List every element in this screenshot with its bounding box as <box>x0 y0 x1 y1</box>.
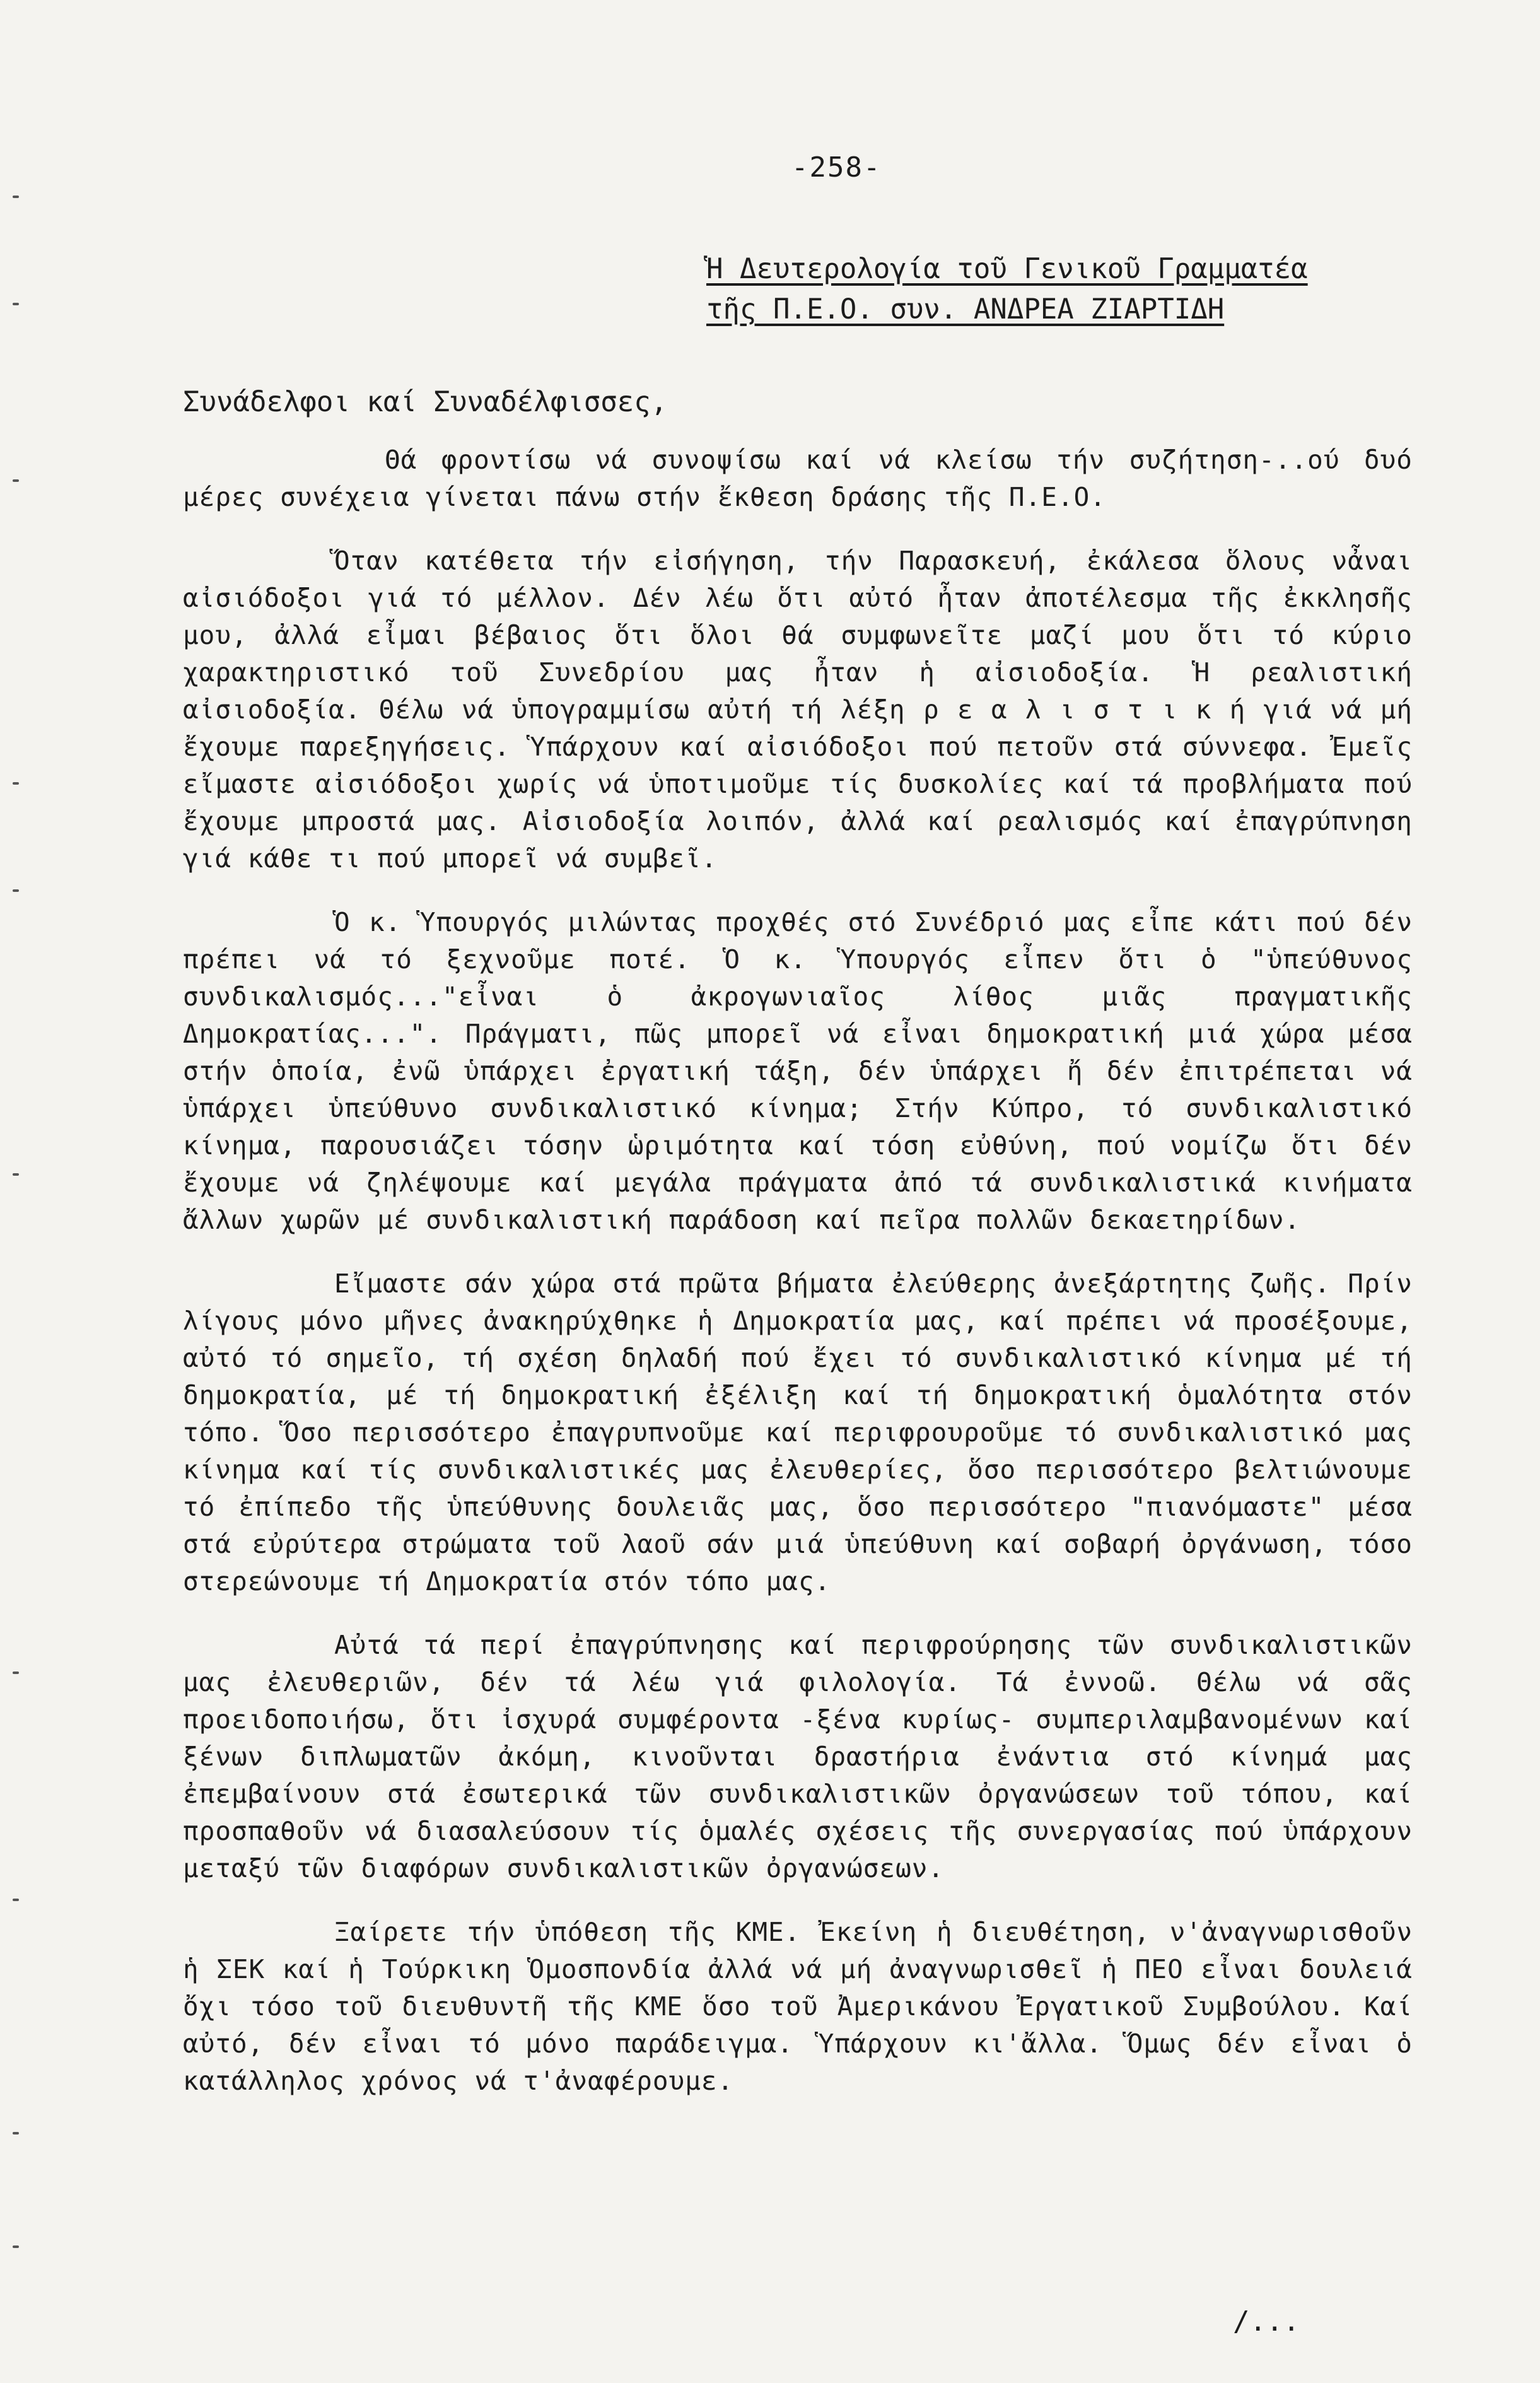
margin-mark <box>13 479 19 482</box>
margin-mark <box>13 1672 19 1674</box>
body-text <box>183 442 1413 2126</box>
paragraph: Αὐτά τά περί ἐπαγρύπνησης καί περιφρούρησης τῶν συνδικαλιστικῶν μας ἐλευθεριῶν, δέν τά λέω γιά φιλολογία. Τά ἐννοῶ. Θέλω νά σᾶς προειδοποιήσω, ὅτι ἰσχυρά συμφέροντα -ξένα κυρίως- συμπεριλαμβανομένων καί ξένων διπλωματῶν ἀκόμη, κινοῦνται δραστήρια ἐνάντια στό κίνημά μας ἐπεμβαίνουν στά ἐσωτερικά τῶν συνδικαλιστικῶν ὀργανώσεων τοῦ τόπου, καί προσπαθοῦν νά διασαλεύσουν τίς ὁμαλές σχέσεις τῆς συνεργασίας πού ὑπάρχουν μεταξύ τῶν διαφόρων συνδικαλιστικῶν ὀργανώσεων. <box>183 1630 1413 1883</box>
margin-mark <box>13 889 19 892</box>
margin-mark <box>13 2245 19 2248</box>
margin-mark <box>13 196 19 198</box>
margin-mark <box>13 1173 19 1176</box>
salutation: Συνάδελφοι καί Συναδέλφισσες, <box>183 386 668 418</box>
margin-mark <box>13 303 19 305</box>
paragraph: Θά φροντίσω νά συνοψίσω καί νά κλείσω τήν συζήτηση-..ού δυό μέρες συνέχεια γίνεται πάνω στήν ἔκθεση δράσης τῆς Π.Ε.Ο. <box>183 445 1413 512</box>
title-line-1: Ἡ Δευτερολογία τοῦ Γενικοῦ Γραμματέα <box>706 253 1308 285</box>
continuation-mark: /... <box>1233 2305 1300 2338</box>
paragraph: Ὁ κ. Ὑπουργός μιλώντας προχθές στό Συνέδριό μας εἶπε κάτι πού δέν πρέπει νά τό ξεχνοῦμε ποτέ. Ὁ κ. Ὑπουργός εἶπεν ὅτι ὁ "ὑπεύθυνος συνδικαλισμός..."εἶναι ὁ ἀκρογωνιαῖος λίθος μιᾶς πραγματικῆς Δημοκρατίας...". Πράγματι, πῶς μπορεῖ νά εἶναι δημοκρατική μιά χώρα μέσα στήν ὁποία, ἐνῶ ὑπάρχει ἐργατική τάξη, δέν ὑπάρχει ἤ δέν ἐπιτρέπεται νά ὑπάρχει ὑπεύθυνο συνδικαλιστικό κίνημα; Στήν Κύπρο, τό συνδικαλιστικό κίνημα, παρουσιάζει τόσην ὡριμότητα καί τόση εὐθύνη, πού νομίζω ὅτι δέν ἔχουμε νά ζηλέψουμε καί μεγάλα πράγματα ἀπό τά συνδικαλιστικά κινήματα ἄλλων χωρῶν μέ συνδικαλιστική παράδοση καί πεῖρα πολλῶν δεκαετηρίδων. <box>183 907 1413 1235</box>
paragraph: Εἴμαστε σάν χώρα στά πρῶτα βήματα ἐλεύθερης ἀνεξάρτητης ζωῆς. Πρίν λίγους μόνο μῆνες ἀνακηρύχθηκε ἡ Δημοκρατία μας, καί πρέπει νά προσέξουμε, αὐτό τό σημεῖο, τή σχέση δηλαδή πού ἔχει τό συνδικαλιστικό κίνημα μέ τή δημοκρατία, μέ τή δημοκρατική ἐξέλιξη καί τή δημοκρατική ὁμαλότητα στόν τόπο. Ὅσο περισσότερο ἐπαγρυπνοῦμε καί περιφρουροῦμε τό συνδικαλιστικό μας κίνημα καί τίς συνδικαλιστικές μας ἐλευθερίες, ὅσο περισσότερο βελτιώνουμε τό ἐπίπεδο τῆς ὑπεύθυνης δουλειᾶς μας, ὅσο περισσότερο "πιανόμαστε" μέσα στά εὐρύτερα στρώματα τοῦ λαοῦ σάν μιά ὑπεύθυνη καί σοβαρή ὀργάνωση, τόσο στερεώνουμε τή Δημοκρατία στόν τόπο μας. <box>183 1268 1413 1596</box>
page-number: -258- <box>791 151 882 184</box>
margin-mark <box>13 782 19 785</box>
paragraph: Ξαίρετε τήν ὑπόθεση τῆς ΚΜΕ. Ἐκείνη ἡ διευθέτηση, ν'ἀναγνωρισθοῦν ἡ ΣΕΚ καί ἡ Τούρκικη Ὁμοσπονδία ἀλλά νά μή ἀναγνωρισθεῖ ἡ ΠΕΟ εἶναι δουλειά ὄχι τόσο τοῦ διευθυντῆ τῆς ΚΜΕ ὅσο τοῦ Ἀμερικάνου Ἐργατικοῦ Συμβούλου. Καί αὐτό, δέν εἶναι τό μόνο παράδειγμα. Ὑπάρχουν κι'ἄλλα. Ὅμως δέν εἶναι ὁ κατάλληλος χρόνος νά τ'ἀναφέρουμε. <box>183 1917 1413 2096</box>
margin-mark <box>13 1899 19 1901</box>
paragraph: Ὅταν κατέθετα τήν εἰσήγηση, τήν Παρασκευή, ἐκάλεσα ὅλους νἆναι αἰσιόδοξοι γιά τό μέλλον. Δέν λέω ὅτι αὐτό ἦταν ἀποτέλεσμα τῆς ἐκκλησῆς μου, ἀλλά εἶμαι βέβαιος ὅτι ὅλοι θά συμφωνεῖτε μαζί μου ὅτι τό κύριο χαρακτηριστικό τοῦ Συνεδρίου μας ἦταν ἡ αἰσιοδοξία. Ἡ ρεαλιστική αἰσιοδοξία. Θέλω νά ὑπογραμμίσω αὐτή τή λέξη ρ ε α λ ι σ τ ι κ ή γιά νά μή ἔχουμε παρεξηγήσεις. Ὑπάρχουν καί αἰσιόδοξοι πού πετοῦν στά σύννεφα. Ἐμεῖς εἴμαστε αἰσιόδοξοι χωρίς νά ὑποτιμοῦμε τίς δυσκολίες καί τά προβλήματα πού ἔχουμε μπροστά μας. Αἰσιοδοξία λοιπόν, ἀλλά καί ρεαλισμός καί ἐπαγρύπνηση γιά κάθε τι πού μπορεῖ νά συμβεῖ. <box>183 546 1413 874</box>
title-line-2: τῆς Π.Ε.Ο. συν. ΑΝΔΡΕΑ ΖΙΑΡΤΙΔΗ <box>706 293 1225 325</box>
margin-mark <box>13 2132 19 2134</box>
document-title <box>706 249 1413 330</box>
